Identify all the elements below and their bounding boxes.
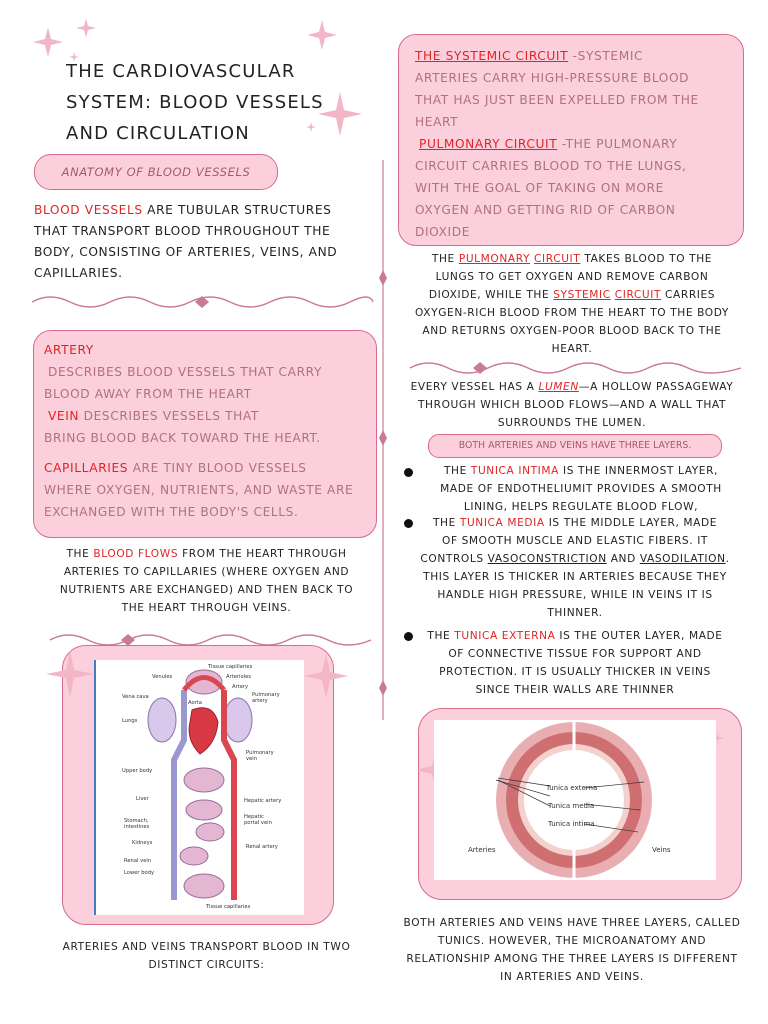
cp-l1a: THE xyxy=(431,253,459,265)
label-venules: Venules xyxy=(152,674,173,680)
page-title xyxy=(66,56,326,149)
intro-line-1: ARE TUBULAR STRUCTURES xyxy=(142,203,332,217)
vein-def-line-1: DESCRIBES VESSELS THAT xyxy=(79,409,259,423)
media-pre: THE xyxy=(432,517,460,529)
label-liver: Liver xyxy=(136,796,149,802)
intro-line-2: THAT TRANSPORT BLOOD THROUGHOUT THE xyxy=(34,224,331,238)
bullet-1 xyxy=(404,468,413,477)
media-post: IS THE MIDDLE LAYER, MADE xyxy=(544,517,718,529)
label-lungs: Lungs xyxy=(122,718,138,724)
lumen-term: LUMEN xyxy=(538,381,579,393)
label-hepatic-portal-2: portal vein xyxy=(244,820,272,826)
tunica-media-term: TUNICA MEDIA xyxy=(459,517,545,529)
label-vena-cava: Vena cava xyxy=(122,694,149,700)
cap-def-line-3: EXCHANGED WITH THE BODY'S CELLS. xyxy=(44,505,299,519)
circuit-paragraph xyxy=(398,250,746,358)
label-kidneys: Kidneys xyxy=(132,840,153,846)
media-line-4: THIS LAYER IS THICKER IN ARTERIES BECAUSE THEY xyxy=(423,571,727,583)
vein-term: VEIN xyxy=(48,409,80,423)
systemic-circuit-term: THE SYSTEMIC CIRCUIT xyxy=(415,49,569,63)
artery-term: ARTERY xyxy=(44,343,94,357)
pulmonary-line-3: WITH THE GOAL OF TAKING ON MORE xyxy=(415,181,664,195)
blood-vessels-term: BLOOD VESSELS xyxy=(34,203,143,217)
label-artery: Artery xyxy=(232,684,249,690)
cap-def-line-1: ARE TINY BLOOD VESSELS xyxy=(128,461,307,475)
vasodilation-term: VASODILATION xyxy=(639,553,726,565)
vessel-layers-diagram xyxy=(434,720,716,880)
title-line-1: THE CARDIOVASCULAR xyxy=(66,61,296,82)
lumen-post: —A HOLLOW PASSAGEWAY xyxy=(578,381,734,393)
tunics-line-3: RELATIONSHIP AMONG THE THREE LAYERS IS DIFFERENT xyxy=(406,953,738,965)
label-pulmonary-artery-1: Pulmonary xyxy=(252,692,280,698)
vertical-divider xyxy=(376,160,390,720)
vasoconstriction-term: VASOCONSTRICTION xyxy=(487,553,607,565)
label-intestines: intestines xyxy=(124,824,150,830)
capillaries-term: CAPILLARIES xyxy=(44,461,129,475)
label-pulmonary-artery-2: artery xyxy=(252,698,268,704)
circuits-caption-line-1: ARTERIES AND VEINS TRANSPORT BLOOD IN TWO xyxy=(62,941,351,953)
label-pulmonary-vein-1: Pulmonary xyxy=(246,750,274,756)
cp-circuit-2: CIRCUIT xyxy=(614,289,662,301)
label-hepatic-portal-1: Hepatic xyxy=(244,814,264,820)
cp-l3a: DIOXIDE, WHILE THE xyxy=(428,289,554,301)
externa-line-4: SINCE THEIR WALLS ARE THINNER xyxy=(475,684,675,696)
label-arteries: Arteries xyxy=(468,846,496,854)
cp-line-5: AND RETURNS OXYGEN-POOR BLOOD BACK TO THE xyxy=(422,325,722,337)
label-lower-body: Lower body xyxy=(124,870,155,876)
wavy-divider-right xyxy=(408,356,743,380)
cp-l1e: TAKES BLOOD TO THE xyxy=(580,253,713,265)
intima-line-3: LINING, HELPS REGULATE BLOOD FLOW, xyxy=(463,501,699,513)
lumen-paragraph xyxy=(398,378,746,432)
systemic-line-2: ARTERIES CARRY HIGH-PRESSURE BLOOD xyxy=(415,71,690,85)
tunics-line-4: IN ARTERIES AND VEINS. xyxy=(500,971,644,983)
anatomy-section-pill: ANATOMY OF BLOOD VESSELS xyxy=(34,154,278,190)
pulmonary-line-5: DIOXIDE xyxy=(415,225,471,239)
label-upper-body: Upper body xyxy=(122,768,153,774)
label-tissue-capillaries-top: Tissue capillaries xyxy=(208,664,253,670)
externa-post: IS THE OUTER LAYER, MADE xyxy=(555,630,723,642)
cp-line-4: OXYGEN-RICH BLOOD FROM THE HEART TO THE BODY xyxy=(415,307,729,319)
media-l3e: . xyxy=(725,553,730,565)
circuits-caption-line-2: DISTINCT CIRCUITS: xyxy=(148,959,265,971)
lumen-pre: EVERY VESSEL HAS A xyxy=(410,381,539,393)
systemic-line-4: HEART xyxy=(415,115,459,129)
intima-pre: THE xyxy=(443,465,471,477)
label-aorta: Aorta xyxy=(188,700,202,706)
intro-line-3: BODY, CONSISTING OF ARTERIES, VEINS, AND xyxy=(34,245,338,259)
systemic-line-3: THAT HAS JUST BEEN EXPELLED FROM THE xyxy=(415,93,699,107)
label-tunica-intima: Tunica intima xyxy=(548,820,595,828)
label-tunica-externa: Tunica externa xyxy=(546,784,598,792)
label-veins: Veins xyxy=(652,846,671,854)
artery-def-line-1: DESCRIBES BLOOD VESSELS THAT CARRY xyxy=(48,365,323,379)
systemic-line-1: -SYSTEMIC xyxy=(568,49,644,63)
pulmonary-line-2: CIRCUIT CARRIES BLOOD TO THE LUNGS, xyxy=(415,159,687,173)
flow-pre: THE xyxy=(66,548,94,560)
label-stomach: Stomach, xyxy=(124,818,149,824)
externa-pre: THE xyxy=(427,630,455,642)
blood-flow-paragraph xyxy=(34,545,379,617)
tunica-externa-item xyxy=(404,627,746,699)
intima-post: IS THE INNERMOST LAYER, xyxy=(559,465,719,477)
cp-line-6: HEART. xyxy=(551,343,593,355)
intima-line-2: MADE OF ENDOTHELIUMIT PROVIDES A SMOOTH xyxy=(440,483,722,495)
tunica-intima-term: TUNICA INTIMA xyxy=(470,465,559,477)
flow-line-4: THE HEART THROUGH VEINS. xyxy=(121,602,292,614)
media-line-5: HANDLE HIGH PRESSURE, WHILE IN VEINS IT IS xyxy=(437,589,713,601)
intro-paragraph xyxy=(34,200,374,284)
pulmonary-line-1: -THE PULMONARY xyxy=(557,137,678,151)
circuits-box xyxy=(398,34,744,246)
lumen-line-3: SURROUNDS THE LUMEN. xyxy=(497,417,647,429)
tunics-line-1: BOTH ARTERIES AND VEINS HAVE THREE LAYERS, CALLED xyxy=(403,917,741,929)
label-tunica-media: Tunica media xyxy=(548,802,595,810)
cp-systemic: SYSTEMIC xyxy=(553,289,611,301)
pulmonary-circuit-term: PULMONARY CIRCUIT xyxy=(419,137,558,151)
definitions-box xyxy=(33,330,377,538)
tunica-media-item xyxy=(404,514,746,622)
tunica-externa-term: TUNICA EXTERNA xyxy=(454,630,556,642)
tunics-caption xyxy=(398,914,746,986)
layers-pill: BOTH ARTERIES AND VEINS HAVE THREE LAYERS. xyxy=(428,434,722,458)
lumen-line-2: THROUGH WHICH BLOOD FLOWS—AND A WALL THAT xyxy=(417,399,727,411)
flow-line-3: NUTRIENTS ARE EXCHANGED) AND THEN BACK TO xyxy=(59,584,354,596)
flow-line-2: ARTERIES TO CAPILLARIES (WHERE OXYGEN AND xyxy=(63,566,350,578)
blood-flows-term: BLOOD FLOWS xyxy=(93,548,179,560)
media-line-6: THINNER. xyxy=(547,607,603,619)
title-line-2: SYSTEM: BLOOD VESSELS xyxy=(66,92,324,113)
cp-circuit-1: CIRCUIT xyxy=(534,253,581,265)
wavy-divider-left-1 xyxy=(30,290,375,314)
externa-line-2: OF CONNECTIVE TISSUE FOR SUPPORT AND xyxy=(448,648,702,660)
media-l3c: AND xyxy=(606,553,640,565)
label-pulmonary-vein-2: vein xyxy=(246,756,257,762)
media-line-2: OF SMOOTH MUSCLE AND ELASTIC FIBERS. IT xyxy=(442,535,708,547)
vein-def-line-2: BRING BLOOD BACK TOWARD THE HEART. xyxy=(44,431,321,445)
pulmonary-line-4: OXYGEN AND GETTING RID OF CARBON xyxy=(415,203,676,217)
circulation-diagram xyxy=(94,660,304,915)
label-arterioles: Arterioles xyxy=(226,674,251,680)
circuits-caption xyxy=(34,938,379,974)
cp-line-2: LUNGS TO GET OXYGEN AND REMOVE CARBON xyxy=(435,271,709,283)
cp-pulmonary: PULMONARY xyxy=(458,253,531,265)
externa-line-3: PROTECTION. IT IS USUALLY THICKER IN VEINS xyxy=(439,666,711,678)
media-l3a: CONTROLS xyxy=(420,553,488,565)
label-tissue-capillaries-bottom: Tissue capillaries xyxy=(206,904,251,910)
tunica-intima-item xyxy=(418,462,744,516)
artery-def-line-2: BLOOD AWAY FROM THE HEART xyxy=(44,387,252,401)
intro-line-4: CAPILLARIES. xyxy=(34,266,123,280)
label-renal-vein: Renal vein xyxy=(124,858,152,864)
cap-def-line-2: WHERE OXYGEN, NUTRIENTS, AND WASTE ARE xyxy=(44,483,354,497)
label-renal-artery: Renal artery xyxy=(246,844,278,850)
title-line-3: AND CIRCULATION xyxy=(66,123,250,144)
flow-post: FROM THE HEART THROUGH xyxy=(178,548,347,560)
cp-l3e: CARRIES xyxy=(661,289,716,301)
label-hepatic-artery: Hepatic artery xyxy=(244,798,282,804)
tunics-line-2: TUNICS. HOWEVER, THE MICROANATOMY AND xyxy=(437,935,707,947)
